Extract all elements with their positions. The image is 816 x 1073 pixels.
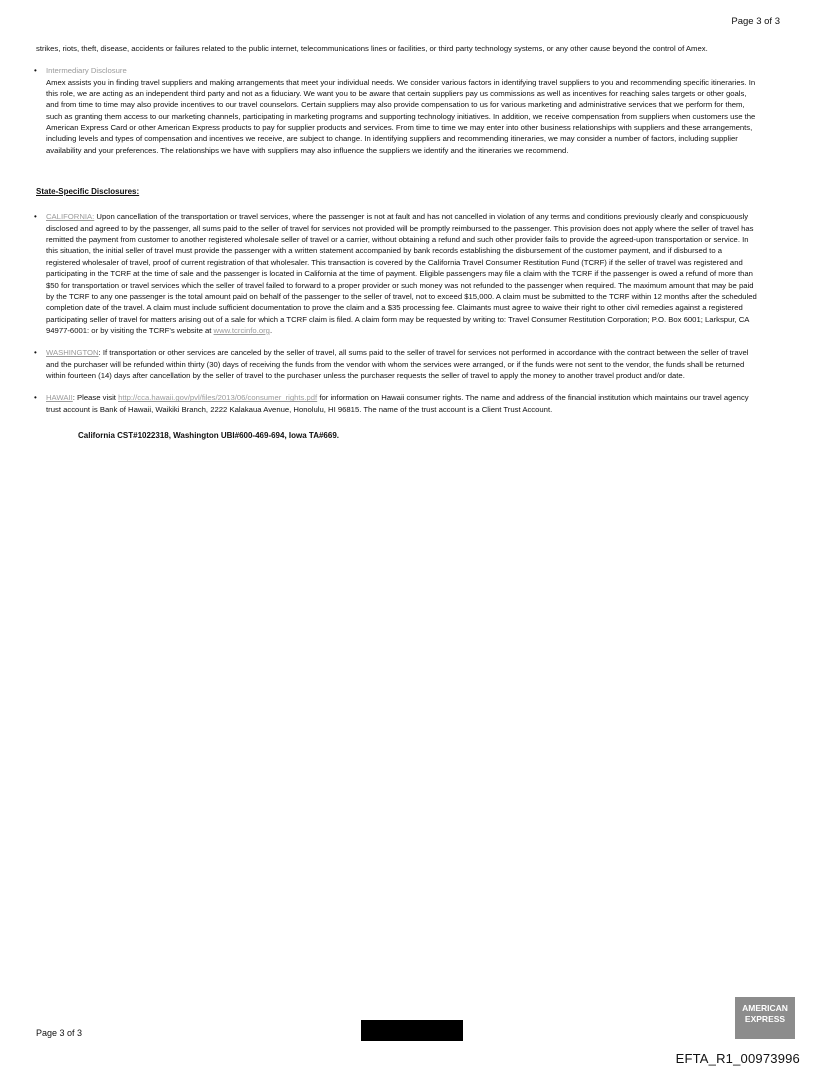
- california-label[interactable]: CALIFORNIA:: [46, 212, 95, 222]
- hawaii-prefix: : Please visit: [72, 393, 119, 403]
- intermediary-disclosure: [36, 65, 758, 156]
- california-paragraph: [46, 211, 758, 336]
- washington-label[interactable]: WASHINGTON: [46, 348, 99, 358]
- hawaii-consumer-rights-link[interactable]: http://cca.hawaii.gov/pvl/files/2013/06/consumer_rights.pdf: [118, 393, 318, 403]
- american-express-logo: [735, 997, 795, 1039]
- logo-text-line1: AMERICAN: [742, 1003, 788, 1013]
- tcrf-website-link[interactable]: www.tcrcinfo.org: [213, 325, 270, 335]
- washington-body: : If transportation or other services are canceled by the seller of travel, all sums paid to the seller of travel for services not performed in accordance with the contract between the seller of travel and the purchaser will be refunded within thirty (30) days of receiving the funds from the vendor with whom the services were arranged, or if the funds were not sent to the vendor, the funds shall be returned within fourteen (14) days after cancellation by the seller of travel to the purchaser unless the purchaser requests the seller of travel to apply the money to another travel product and/or date.: [46, 348, 749, 380]
- washington-paragraph: [46, 347, 758, 381]
- page-number-top: Page 3 of 3: [731, 16, 780, 27]
- hawaii-paragraph: [46, 392, 758, 415]
- state-disclosures-heading: State-Specific Disclosures:: [36, 187, 140, 197]
- bullet-icon: •: [34, 212, 37, 222]
- document-body: [36, 43, 758, 441]
- california-disclosure: [36, 211, 758, 336]
- hawaii-body: for information on Hawaii consumer rights. The name and address of the financial institution which maintains our travel agency trust account is Bank of Hawaii, Waikiki Branch, 2222 Kalakaua Avenue, Honolulu, HI 96815. The name of the trust account is a Client Trust Account.: [46, 393, 749, 414]
- bullet-icon: •: [34, 66, 37, 76]
- logo-text-line2: EXPRESS: [744, 1014, 786, 1024]
- california-body: Upon cancellation of the transportation or travel services, where the passenger is not at fault and has not cancelled in violation of any terms and conditions previously clearly and conspicuously disclosed and agreed to by the passenger, all sums paid to the seller of travel for services not provided will be promptly reimbursed to the passenger. This provision does not apply where the seller of travel has remitted the payment from customer to another registered wholesale seller of travel or a carrier, without obtaining a refund and such other provider fails to provide the agreed-upon transportation or service. In this situation, the initial seller of travel must provide the passenger with a written statement accompanied by bank records establishing the disbursement of the customer payment, and if disbursed to a registered wholesaler of travel, proof of current registration of that wholesaler. This transaction is covered by the California Travel Consumer Restitution Fund (TCRF) if the seller of travel was registered and participating in the TCRF at the time of sale and the passenger is located in California at the time of payment. Eligible passengers may file a claim with the TCRF if the passenger is owed a refund of more than $50 for transportation or travel services which the seller of travel failed to forward to a proper provider or such money was not refunded to the passenger when required. The maximum amount that may be paid by the TCRF to any one passenger is the total amount paid on behalf of the passenger to the seller of travel, not to exceed $15,000. A claim must be submitted to the TCRF within 12 months after the scheduled completion date of the travel. A claim must include sufficient documentation to prove the claim and a $35 processing fee. Claimants must agree to waive their right to other civil remedies against a registered participating seller of travel for matters arising out of a sale for which a TCRF claim is filed. A claim form may be requested by writing to: Travel Consumer Restitution Corporation; P.O. Box 6001; Larkspur, CA 94977-6001: or by visiting the TCRF's website at: [46, 212, 757, 335]
- bullet-icon: •: [34, 348, 37, 358]
- page-number-bottom: Page 3 of 3: [36, 1028, 83, 1038]
- hawaii-label[interactable]: HAWAII: [46, 393, 73, 403]
- intermediary-body: Amex assists you in finding travel suppliers and making arrangements that meet your individual needs. We consider various factors in identifying travel suppliers to you and recommending specific itineraries. In this role, we are acting as an independent third party and not as a fiduciary. We want you to be aware that certain suppliers pay us commissions as well as incentives for reaching sales targets or other goals, and from time to time may also provide incentives to our travel counselors. Certain suppliers may also provide compensation to us for various marketing and administrative services that we perform for them, such as granting them access to our marketing channels, participating in marketing programs and supporting technology initiatives. In addition, we receive compensation from suppliers when customers use the American Express Card or other American Express products to pay for supplier products and services. From time to time we may enter into other business relationships with suppliers and these arrangements, including levels and types of compensation and incentives we receive, are subject to change. In identifying suppliers and recommending itineraries, we may consider a number of factors, including supplier availability and your preferences. The relationships we have with suppliers may also influence the suppliers we identify and the itineraries we recommend.: [46, 77, 756, 155]
- bullet-icon: •: [34, 393, 37, 403]
- redaction-box: [361, 1020, 463, 1041]
- hawaii-disclosure: [36, 392, 758, 415]
- intermediary-heading: Intermediary Disclosure: [46, 66, 127, 76]
- intro-paragraph: strikes, riots, theft, disease, accidents or failures related to the public internet, telecommunications lines or facilities, or third party technology systems, or any other cause beyond the control of Amex.: [36, 44, 708, 53]
- license-numbers: California CST#1022318, Washington UBI#600-469-694, Iowa TA#669.: [78, 430, 339, 440]
- washington-disclosure: [36, 347, 758, 381]
- document-id: EFTA_R1_00973996: [675, 1051, 800, 1066]
- california-suffix: .: [269, 325, 273, 335]
